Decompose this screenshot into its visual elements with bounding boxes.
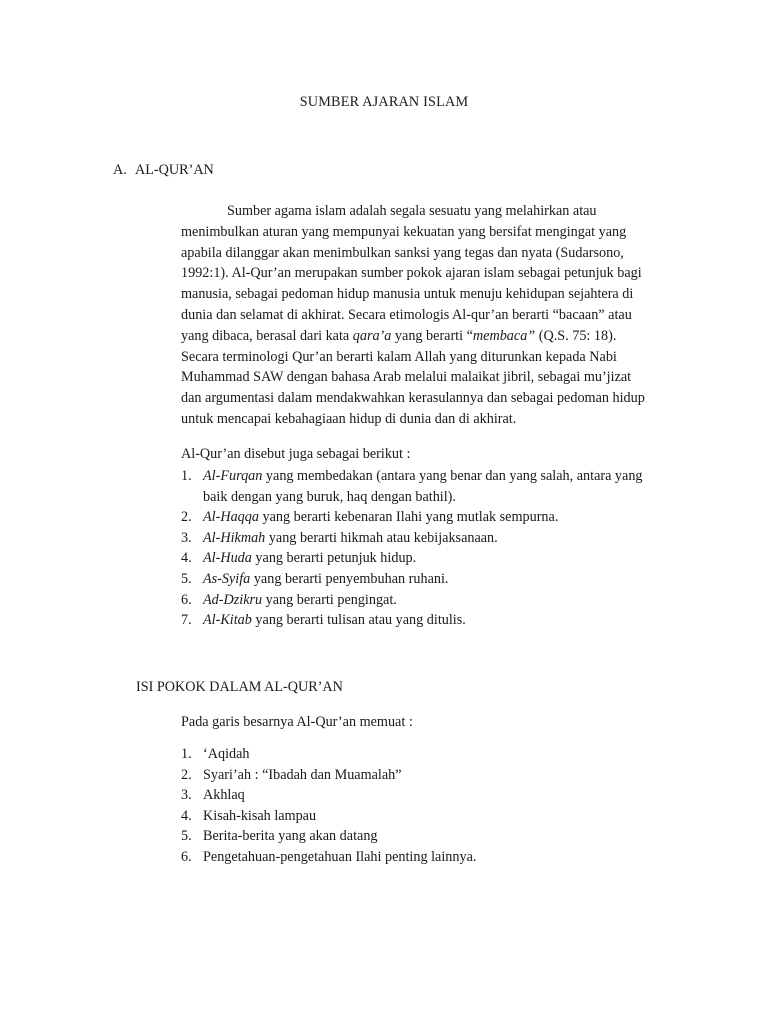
paragraph-line: dunia dan selamat di akhirat. Secara etimologis Al-qur’an berarti “bacaan” atau [181, 306, 632, 323]
names-intro: Al-Qur’an disebut juga sebagai berikut : [181, 446, 411, 462]
quran-name-desc: yang berarti petunjuk hidup. [251, 550, 417, 567]
list-item [181, 610, 691, 631]
list-number: 7. [181, 612, 192, 629]
list-item [181, 765, 691, 786]
paragraph-line: apabila dilanggar akan menimbulkan sanksi yang tegas dan nyata (Sudarsono, [181, 244, 624, 261]
isi-pokok-list [181, 744, 691, 868]
paragraph-line: dan argumentasi dalam mendakwahkan kerasulannya dan sebagai pedoman hidup [181, 390, 645, 407]
quran-name-desc: yang membedakan (antara yang benar dan yang salah, antara yang [262, 468, 643, 484]
quran-names-list [181, 466, 691, 631]
line7-post: (Q.S. 75: 18). [535, 327, 617, 344]
list-number: 6. [181, 591, 192, 608]
paragraph-line: Muhammad SAW dengan bahasa Arab melalui malaikat jibril, sebagai mu’jizat [181, 369, 632, 386]
isi-pokok-intro: Pada garis besarnya Al-Qur’an memuat : [181, 714, 413, 730]
list-item-text [203, 528, 691, 549]
list-number: 1. [181, 746, 192, 762]
line7-mid: yang berarti “ [391, 327, 473, 344]
quran-name: As-Syifa [203, 570, 251, 587]
list-item-text: Kisah-kisah lampau [203, 807, 317, 824]
list-item-text: Syari’ah : “Ibadah dan Muamalah” [203, 766, 402, 783]
list-number: 3. [181, 787, 192, 804]
quran-name: Al-Hikmah [203, 529, 266, 546]
quran-name-desc: yang berarti penyembuhan ruhani. [250, 570, 449, 587]
list-number: 5. [181, 570, 192, 587]
list-number: 2. [181, 509, 192, 526]
quran-name-desc: yang berarti pengingat. [262, 591, 397, 608]
list-item-text: Pengetahuan-pengetahuan Ilahi penting lainnya. [203, 848, 477, 865]
paragraph-line: menimbulkan aturan yang mempunyai kekuatan yang bersifat mengingat yang [181, 223, 627, 240]
document-title: SUMBER AJARAN ISLAM [299, 94, 469, 110]
paragraph-line: manusia, sebagai pedoman hidup manusia untuk menuju kehidupan sejahtera di [181, 286, 634, 303]
quran-name-desc: yang berarti hikmah atau kebijaksanaan. [265, 529, 498, 546]
line7-pre: yang dibaca, berasal dari kata [181, 327, 353, 344]
list-number: 6. [181, 848, 192, 865]
section-a-title: AL-QUR’AN [135, 162, 214, 178]
list-item [181, 528, 691, 549]
list-item [181, 569, 691, 590]
list-item-text: Akhlaq [203, 787, 245, 804]
list-number: 4. [181, 807, 192, 824]
term-membaca: membaca” [472, 327, 536, 344]
list-item [181, 507, 691, 528]
list-item-text [203, 569, 691, 590]
list-item [181, 548, 691, 569]
section-a-heading [113, 162, 214, 179]
list-item [181, 806, 691, 827]
quran-name-desc: yang berarti tulisan atau yang ditulis. [251, 612, 466, 629]
quran-name: Al-Kitab [203, 612, 252, 629]
list-item-text [203, 548, 691, 569]
list-item [181, 744, 691, 765]
list-item [181, 466, 691, 507]
paragraph-line [181, 326, 681, 347]
list-number: 4. [181, 550, 192, 567]
isi-pokok-heading: ISI POKOK DALAM AL-QUR’AN [136, 679, 343, 695]
paragraph-line: 1992:1). Al-Qur’an merupakan sumber pokok ajaran islam sebagai petunjuk bagi [181, 265, 642, 282]
quran-name: Al-Huda [203, 550, 252, 567]
list-item-text [203, 507, 691, 528]
list-item-text: Berita-berita yang akan datang [203, 828, 378, 845]
list-item [181, 590, 691, 611]
quran-name: Ad-Dzikru [203, 591, 263, 608]
list-item [181, 785, 691, 806]
quran-name-desc-cont: baik dengan yang buruk, haq dengan bathil). [203, 488, 456, 505]
section-a-marker: A. [113, 162, 127, 178]
quran-name: Al-Haqqa [203, 509, 259, 526]
list-item [181, 847, 691, 868]
list-number: 2. [181, 766, 192, 783]
list-number: 1. [181, 468, 192, 484]
list-number: 5. [181, 828, 192, 845]
list-item-text [203, 610, 691, 631]
list-item-text [203, 466, 691, 487]
list-number: 3. [181, 529, 192, 546]
intro-paragraph [181, 201, 681, 430]
list-item [181, 826, 691, 847]
paragraph-line: untuk mencapai kebahagiaan hidup di dunia dan di akhirat. [181, 410, 517, 427]
term-qaraa: qara’a [352, 327, 392, 344]
quran-name: Al-Furqan [203, 468, 263, 484]
paragraph-line: Sumber agama islam adalah segala sesuatu yang melahirkan atau [227, 203, 597, 219]
list-item-text [203, 590, 691, 611]
list-item-text: ‘Aqidah [203, 746, 250, 762]
paragraph-line: Secara terminologi Qur’an berarti kalam Allah yang diturunkan kepada Nabi [181, 348, 617, 365]
quran-name-desc: yang berarti kebenaran Ilahi yang mutlak sempurna. [258, 509, 559, 526]
